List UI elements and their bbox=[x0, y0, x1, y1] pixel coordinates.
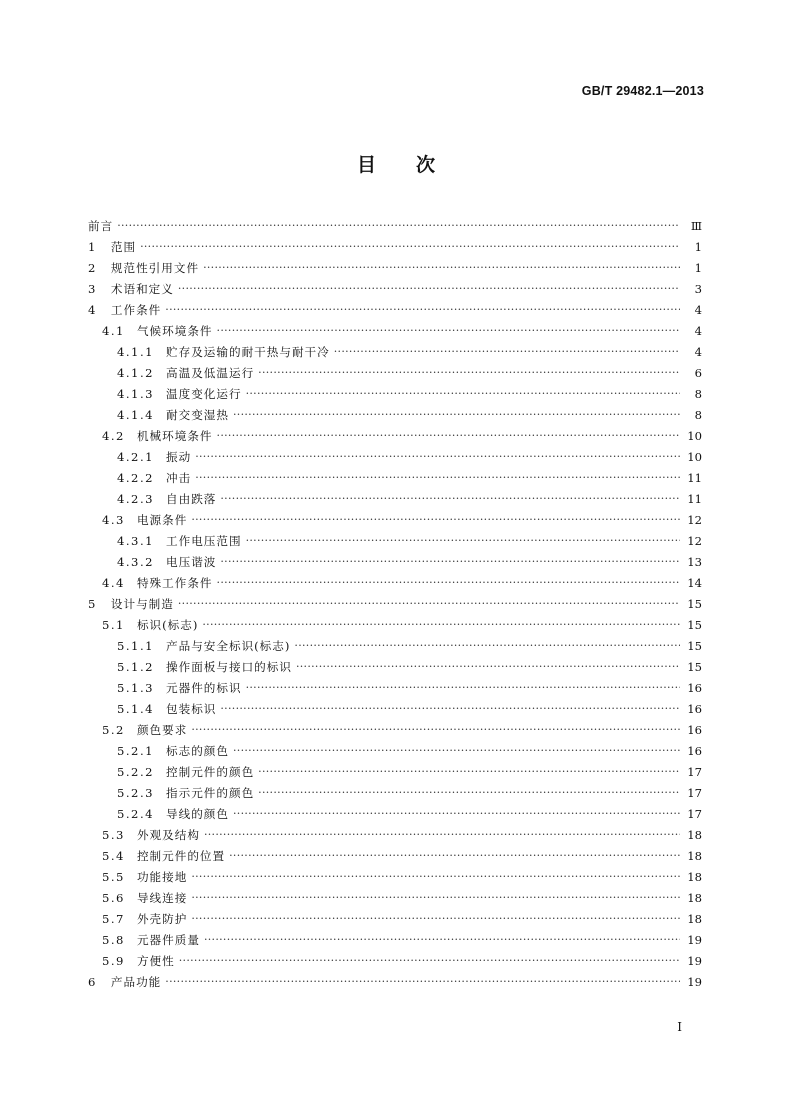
toc-entry-number: 5.2.4 bbox=[117, 806, 154, 821]
toc-entry-page: 16 bbox=[687, 680, 702, 695]
toc-entry-page: 6 bbox=[694, 365, 702, 380]
toc-entry-page: 17 bbox=[687, 806, 702, 821]
toc-entry-number: 5.9 bbox=[102, 953, 125, 968]
toc-leader-dots bbox=[296, 659, 680, 671]
toc-entry[interactable] bbox=[88, 362, 702, 383]
toc-entry-title: 电源条件 bbox=[136, 512, 188, 527]
toc-entry[interactable] bbox=[88, 257, 702, 278]
toc-entry-title: 元器件的标识 bbox=[166, 680, 242, 695]
toc-entry-title: 控制元件的位置 bbox=[136, 848, 226, 863]
toc-leader-dots bbox=[191, 512, 680, 524]
toc-entry[interactable] bbox=[88, 845, 702, 866]
toc-leader-dots bbox=[165, 974, 680, 986]
toc-entry[interactable] bbox=[88, 467, 702, 488]
toc-entry-number: 4.3.2 bbox=[117, 554, 154, 569]
toc-entry-title: 标识(标志) bbox=[136, 617, 199, 632]
toc-leader-dots bbox=[220, 554, 680, 566]
toc-entry-number: 4.1.1 bbox=[117, 344, 154, 359]
toc-entry[interactable] bbox=[88, 341, 702, 362]
toc-entry[interactable] bbox=[88, 572, 702, 593]
toc-entry-page: Ⅲ bbox=[690, 218, 702, 233]
page-title bbox=[0, 150, 792, 177]
toc-entry[interactable] bbox=[88, 551, 702, 572]
toc-entry[interactable] bbox=[88, 887, 702, 908]
title-char-right: 次 bbox=[416, 154, 436, 176]
toc-leader-dots bbox=[191, 911, 680, 923]
toc-entry-title: 术语和定义 bbox=[110, 281, 174, 296]
toc-entry[interactable] bbox=[88, 803, 702, 824]
toc-leader-dots bbox=[258, 365, 680, 377]
toc-leader-dots bbox=[217, 575, 680, 587]
toc-entry-page: 19 bbox=[687, 932, 702, 947]
toc-entry[interactable] bbox=[88, 677, 702, 698]
title-char-left: 目 bbox=[356, 154, 376, 176]
toc-leader-dots bbox=[117, 218, 680, 230]
toc-entry-page: 16 bbox=[687, 743, 702, 758]
toc-entry[interactable] bbox=[88, 425, 702, 446]
toc-leader-dots bbox=[246, 680, 680, 692]
toc-entry[interactable] bbox=[88, 824, 702, 845]
toc-entry-number: 5.6 bbox=[102, 890, 125, 905]
toc-leader-dots bbox=[220, 701, 680, 713]
toc-leader-dots bbox=[258, 764, 680, 776]
toc-leader-dots bbox=[140, 239, 680, 251]
toc-leader-dots bbox=[165, 302, 680, 314]
toc-entry-title: 前言 bbox=[88, 218, 114, 233]
toc-entry-number: 2 bbox=[88, 260, 97, 275]
toc-entry-number: 5.3 bbox=[102, 827, 125, 842]
toc-entry-number: 5.5 bbox=[102, 869, 125, 884]
toc-entry-page: 15 bbox=[687, 659, 702, 674]
toc-leader-dots bbox=[233, 407, 680, 419]
toc-entry[interactable] bbox=[88, 446, 702, 467]
toc-entry-title: 产品与安全标识(标志) bbox=[166, 638, 291, 653]
toc-entry-number: 4.4 bbox=[102, 575, 125, 590]
toc-entry-page: 18 bbox=[687, 911, 702, 926]
toc-entry-page: 16 bbox=[687, 722, 702, 737]
toc-entry-number: 5.1.4 bbox=[117, 701, 154, 716]
toc-entry-number: 5.1 bbox=[102, 617, 125, 632]
toc-entry-title: 元器件质量 bbox=[136, 932, 200, 947]
toc-entry-page: 1 bbox=[694, 239, 702, 254]
toc-entry-title: 冲击 bbox=[166, 470, 192, 485]
toc-entry-number: 5.1.3 bbox=[117, 680, 154, 695]
toc-leader-dots bbox=[217, 323, 680, 335]
toc-entry-number: 4.1 bbox=[102, 323, 125, 338]
toc-entry-title: 振动 bbox=[166, 449, 192, 464]
toc-entry-page: 19 bbox=[687, 974, 702, 989]
table-of-contents bbox=[88, 215, 702, 992]
toc-entry-number: 5.4 bbox=[102, 848, 125, 863]
toc-entry-title: 规范性引用文件 bbox=[110, 260, 200, 275]
standard-number: GB/T 29482.1—2013 bbox=[581, 84, 704, 98]
toc-entry-number: 4.3 bbox=[102, 512, 125, 527]
toc-entry-page: 15 bbox=[687, 638, 702, 653]
toc-entry-title: 工作电压范围 bbox=[166, 533, 242, 548]
toc-leader-dots bbox=[204, 827, 680, 839]
toc-entry[interactable] bbox=[88, 593, 702, 614]
toc-entry[interactable] bbox=[88, 236, 702, 257]
toc-entry[interactable] bbox=[88, 950, 702, 971]
toc-leader-dots bbox=[334, 344, 680, 356]
toc-entry[interactable] bbox=[88, 278, 702, 299]
toc-entry[interactable] bbox=[88, 320, 702, 341]
toc-entry-title: 耐交变湿热 bbox=[166, 407, 229, 422]
toc-entry-title: 指示元件的颜色 bbox=[166, 785, 255, 800]
toc-entry-page: 19 bbox=[687, 953, 702, 968]
toc-entry-title: 范围 bbox=[110, 239, 137, 254]
toc-entry-page: 17 bbox=[687, 785, 702, 800]
toc-entry-number: 4.1.4 bbox=[117, 407, 154, 422]
toc-leader-dots bbox=[204, 932, 680, 944]
toc-leader-dots bbox=[195, 470, 680, 482]
page-number: I bbox=[677, 1020, 682, 1034]
toc-entry-number: 4 bbox=[88, 302, 97, 317]
toc-entry-number: 6 bbox=[88, 974, 97, 989]
toc-entry-page: 11 bbox=[687, 470, 702, 485]
toc-leader-dots bbox=[217, 428, 680, 440]
toc-entry-page: 18 bbox=[687, 827, 702, 842]
toc-entry[interactable] bbox=[88, 299, 702, 320]
toc-entry-page: 18 bbox=[687, 890, 702, 905]
toc-entry-title: 特殊工作条件 bbox=[136, 575, 213, 590]
toc-entry-title: 电压谐波 bbox=[166, 554, 217, 569]
toc-leader-dots bbox=[229, 848, 680, 860]
toc-entry-page: 12 bbox=[687, 512, 702, 527]
toc-entry-title: 功能接地 bbox=[136, 869, 188, 884]
toc-entry-title: 高温及低温运行 bbox=[166, 365, 255, 380]
toc-entry[interactable] bbox=[88, 908, 702, 929]
toc-leader-dots bbox=[195, 449, 680, 461]
toc-entry-page: 13 bbox=[687, 554, 702, 569]
toc-entry-number: 5.2.1 bbox=[117, 743, 154, 758]
toc-entry-page: 10 bbox=[687, 428, 702, 443]
toc-entry[interactable] bbox=[88, 971, 702, 992]
toc-entry-number: 5 bbox=[88, 596, 97, 611]
toc-entry-title: 产品功能 bbox=[110, 974, 162, 989]
toc-entry-page: 11 bbox=[687, 491, 702, 506]
toc-entry[interactable] bbox=[88, 635, 702, 656]
toc-entry-page: 4 bbox=[694, 323, 702, 338]
toc-entry-title: 自由跌落 bbox=[166, 491, 217, 506]
toc-entry-page: 8 bbox=[694, 407, 702, 422]
toc-leader-dots bbox=[233, 743, 680, 755]
toc-entry-number: 5.2.2 bbox=[117, 764, 154, 779]
toc-leader-dots bbox=[191, 869, 680, 881]
toc-entry-title: 颜色要求 bbox=[136, 722, 188, 737]
toc-leader-dots bbox=[233, 806, 680, 818]
toc-entry-title: 气候环境条件 bbox=[136, 323, 213, 338]
toc-entry-page: 18 bbox=[687, 869, 702, 884]
toc-entry-title: 导线连接 bbox=[136, 890, 188, 905]
toc-entry-number: 5.8 bbox=[102, 932, 125, 947]
toc-entry-page: 14 bbox=[687, 575, 702, 590]
toc-entry-number: 4.2.1 bbox=[117, 449, 154, 464]
toc-entry-title: 导线的颜色 bbox=[166, 806, 229, 821]
toc-leader-dots bbox=[191, 890, 680, 902]
toc-entry-number: 4.2.3 bbox=[117, 491, 154, 506]
toc-entry[interactable] bbox=[88, 929, 702, 950]
toc-entry-title: 设计与制造 bbox=[110, 596, 174, 611]
toc-entry[interactable] bbox=[88, 509, 702, 530]
toc-entry[interactable] bbox=[88, 404, 702, 425]
toc-entry[interactable] bbox=[88, 719, 702, 740]
toc-entry-number: 5.2 bbox=[102, 722, 125, 737]
toc-leader-dots bbox=[203, 260, 680, 272]
toc-entry-title: 操作面板与接口的标识 bbox=[166, 659, 292, 674]
toc-entry[interactable] bbox=[88, 614, 702, 635]
toc-entry-page: 4 bbox=[694, 344, 702, 359]
toc-entry-number: 4.2.2 bbox=[117, 470, 154, 485]
toc-entry-title: 温度变化运行 bbox=[166, 386, 242, 401]
toc-entry-title: 外壳防护 bbox=[136, 911, 188, 926]
toc-entry-page: 8 bbox=[694, 386, 702, 401]
toc-entry-page: 1 bbox=[694, 260, 702, 275]
toc-entry[interactable] bbox=[88, 383, 702, 404]
toc-entry-page: 17 bbox=[687, 764, 702, 779]
toc-entry-number: 4.3.1 bbox=[117, 533, 154, 548]
toc-leader-dots bbox=[246, 386, 680, 398]
toc-entry-page: 16 bbox=[687, 701, 702, 716]
toc-entry-title: 外观及结构 bbox=[136, 827, 200, 842]
toc-entry-page: 15 bbox=[687, 596, 702, 611]
toc-entry-number: 5.2.3 bbox=[117, 785, 154, 800]
toc-entry-number: 1 bbox=[88, 239, 97, 254]
toc-entry-page: 15 bbox=[687, 617, 702, 632]
toc-entry[interactable] bbox=[88, 761, 702, 782]
toc-entry-number: 5.1.1 bbox=[117, 638, 154, 653]
toc-entry-page: 4 bbox=[694, 302, 702, 317]
toc-entry-page: 3 bbox=[694, 281, 702, 296]
toc-entry[interactable] bbox=[88, 488, 702, 509]
toc-entry-number: 3 bbox=[88, 281, 97, 296]
toc-entry-number: 4.2 bbox=[102, 428, 125, 443]
toc-entry-page: 12 bbox=[687, 533, 702, 548]
toc-entry[interactable] bbox=[88, 866, 702, 887]
toc-entry[interactable] bbox=[88, 740, 702, 761]
toc-entry[interactable] bbox=[88, 782, 702, 803]
toc-leader-dots bbox=[294, 638, 680, 650]
toc-leader-dots bbox=[178, 596, 680, 608]
toc-entry-title: 标志的颜色 bbox=[166, 743, 229, 758]
toc-entry-number: 5.7 bbox=[102, 911, 125, 926]
toc-leader-dots bbox=[202, 617, 680, 629]
toc-entry[interactable] bbox=[88, 656, 702, 677]
toc-entry-number: 4.1.3 bbox=[117, 386, 154, 401]
toc-leader-dots bbox=[191, 722, 680, 734]
toc-entry[interactable] bbox=[88, 215, 702, 236]
toc-entry-title: 工作条件 bbox=[110, 302, 162, 317]
toc-entry-page: 18 bbox=[687, 848, 702, 863]
toc-leader-dots bbox=[179, 953, 680, 965]
toc-entry[interactable] bbox=[88, 698, 702, 719]
toc-entry-title: 包装标识 bbox=[166, 701, 217, 716]
toc-entry-page: 10 bbox=[687, 449, 702, 464]
toc-leader-dots bbox=[220, 491, 680, 503]
toc-entry-number: 4.1.2 bbox=[117, 365, 154, 380]
toc-entry-title: 方便性 bbox=[136, 953, 175, 968]
toc-leader-dots bbox=[258, 785, 680, 797]
toc-entry-title: 机械环境条件 bbox=[136, 428, 213, 443]
toc-entry-number: 5.1.2 bbox=[117, 659, 154, 674]
toc-leader-dots bbox=[178, 281, 680, 293]
toc-leader-dots bbox=[246, 533, 680, 545]
toc-entry-title: 控制元件的颜色 bbox=[166, 764, 255, 779]
toc-entry-title: 贮存及运输的耐干热与耐干冷 bbox=[166, 344, 330, 359]
toc-entry[interactable] bbox=[88, 530, 702, 551]
